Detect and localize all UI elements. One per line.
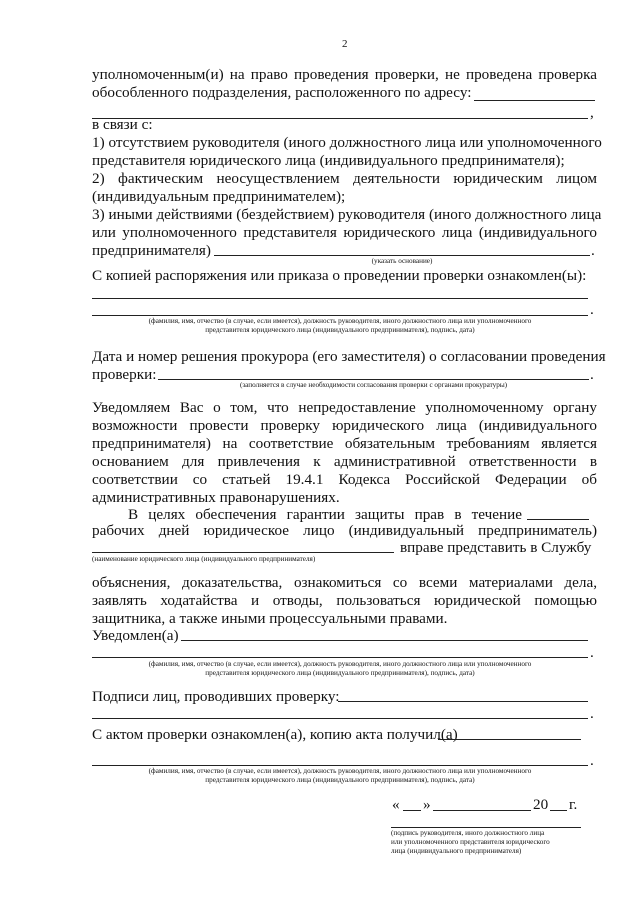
prosecutor-caption: (заполняется в случае необходимости согласования проверки с органами прокуратуры) bbox=[239, 381, 508, 389]
comma: , bbox=[590, 104, 594, 121]
text-line: Уведомляем Вас о том, что непредоставление уполномоченному органу bbox=[92, 399, 597, 416]
text-line: административных правонарушениях. bbox=[92, 489, 340, 506]
fio-caption: представителя юридического лица (индивидуального предпринимателя), подпись, дата) bbox=[205, 669, 475, 677]
fio-caption: представителя юридического лица (индивидуального предпринимателя), подпись, дата) bbox=[205, 326, 475, 334]
text-line: вправе представить в Службу bbox=[400, 539, 592, 556]
address-line[interactable] bbox=[474, 100, 595, 101]
text-line: 1) отсутствием руководителя (иного должностного лица или уполномоченного bbox=[92, 134, 602, 151]
text-line: Уведомлен(а) bbox=[92, 627, 179, 644]
text-line: Дата и номер решения прокурора (его заместителя) о согласовании проведения bbox=[92, 348, 606, 365]
inspectors-signature-line-continued[interactable] bbox=[92, 718, 588, 719]
signature-caption: лица (индивидуального предпринимателя) bbox=[391, 847, 522, 855]
final-signature-line[interactable] bbox=[391, 827, 581, 828]
signature-caption: (подпись руководителя, иного должностного лица bbox=[391, 829, 545, 837]
prosecutor-decision-line[interactable] bbox=[158, 379, 589, 380]
entity-name-line[interactable] bbox=[92, 552, 394, 553]
reason-caption: (указать основание) bbox=[371, 257, 433, 265]
text-line: соответствии со статьей 19.4.1 Кодекса Российской Федерации об bbox=[92, 471, 597, 488]
inspectors-signature-line[interactable] bbox=[338, 701, 588, 702]
text-line: Подписи лиц, проводивших проверку: bbox=[92, 688, 340, 705]
period: . bbox=[590, 301, 594, 318]
text-line: защитника, а также иными процессуальными правами. bbox=[92, 610, 448, 627]
text-line: В целях обеспечения гарантии защиты прав в течение bbox=[128, 506, 522, 523]
text-line: или уполномоченного представителя юридического лица (индивидуального bbox=[92, 224, 597, 241]
text-line: основанием для привлечения к административной ответственности в bbox=[92, 453, 597, 470]
text-line: предпринимателя) на соответствие обязательным требованиям является bbox=[92, 435, 597, 452]
text-line: представителя юридического лица (индивидуального предпринимателя); bbox=[92, 152, 565, 169]
date-quote-close: » bbox=[423, 796, 431, 813]
date-day-field[interactable] bbox=[403, 810, 421, 811]
period: . bbox=[590, 752, 594, 769]
text-line: С актом проверки ознакомлен(а), копию акта получил(а) bbox=[92, 726, 458, 743]
text-line: уполномоченным(и) на право проведения проверки, не проведена проверка bbox=[92, 66, 597, 83]
text-line: предпринимателя) bbox=[92, 242, 211, 259]
acknowledged-line[interactable] bbox=[438, 739, 581, 740]
fio-caption: (фамилия, имя, отчество (в случае, если имеется), должность руководителя, иного должностного лица или уполномоченного bbox=[148, 767, 532, 775]
text-line: в связи с: bbox=[92, 116, 153, 133]
text-line: проверки: bbox=[92, 366, 157, 383]
fio-caption: (фамилия, имя, отчество (в случае, если имеется), должность руководителя, иного должностного лица или уполномоченного bbox=[148, 317, 532, 325]
signature-line[interactable] bbox=[92, 315, 588, 316]
date-month-field[interactable] bbox=[433, 810, 531, 811]
acknowledged-line-continued[interactable] bbox=[92, 765, 588, 766]
date-year-prefix: 20 bbox=[533, 796, 549, 813]
text-line: обособленного подразделения, расположенного по адресу: bbox=[92, 84, 472, 101]
address-line-continued[interactable] bbox=[92, 118, 588, 119]
text-line: 3) иными действиями (бездействием) руководителя (иного должностного лица bbox=[92, 206, 602, 223]
notified-line[interactable] bbox=[181, 640, 588, 641]
period: . bbox=[590, 705, 594, 722]
text-line: объяснения, доказательства, ознакомиться со всеми материалами дела, bbox=[92, 574, 597, 591]
text-line: С копией распоряжения или приказа о проведении проверки ознакомлен(ы): bbox=[92, 267, 587, 284]
days-count-line[interactable] bbox=[527, 519, 589, 520]
reason-line[interactable] bbox=[214, 255, 590, 256]
notified-line-continued[interactable] bbox=[92, 657, 588, 658]
date-year-field[interactable] bbox=[550, 810, 567, 811]
entity-name-caption: (наименование юридического лица (индивидуального предпринимателя) bbox=[92, 555, 316, 563]
period: . bbox=[590, 644, 594, 661]
date-quote-open: « bbox=[392, 796, 400, 813]
text-line: (индивидуальным предпринимателем); bbox=[92, 188, 346, 205]
text-line: заявлять ходатайства и отводы, пользоваться юридической помощью bbox=[92, 592, 597, 609]
date-year-suffix: г. bbox=[569, 796, 578, 813]
text-line: 2) фактическим неосуществлением деятельности юридическим лицом bbox=[92, 170, 597, 187]
fio-caption: представителя юридического лица (индивидуального предпринимателя), подпись, дата) bbox=[205, 776, 475, 784]
signature-caption: или уполномоченного представителя юридического bbox=[391, 838, 550, 846]
period: . bbox=[591, 242, 595, 259]
text-line: возможности провести проверку юридического лица (индивидуального bbox=[92, 417, 597, 434]
page-number: 2 bbox=[342, 38, 348, 50]
text-line: рабочих дней юридическое лицо (индивидуальный предприниматель) bbox=[92, 522, 597, 539]
fio-caption: (фамилия, имя, отчество (в случае, если имеется), должность руководителя, иного должностного лица или уполномоченного bbox=[148, 660, 532, 668]
signature-line[interactable] bbox=[92, 298, 588, 299]
period: . bbox=[590, 366, 594, 383]
